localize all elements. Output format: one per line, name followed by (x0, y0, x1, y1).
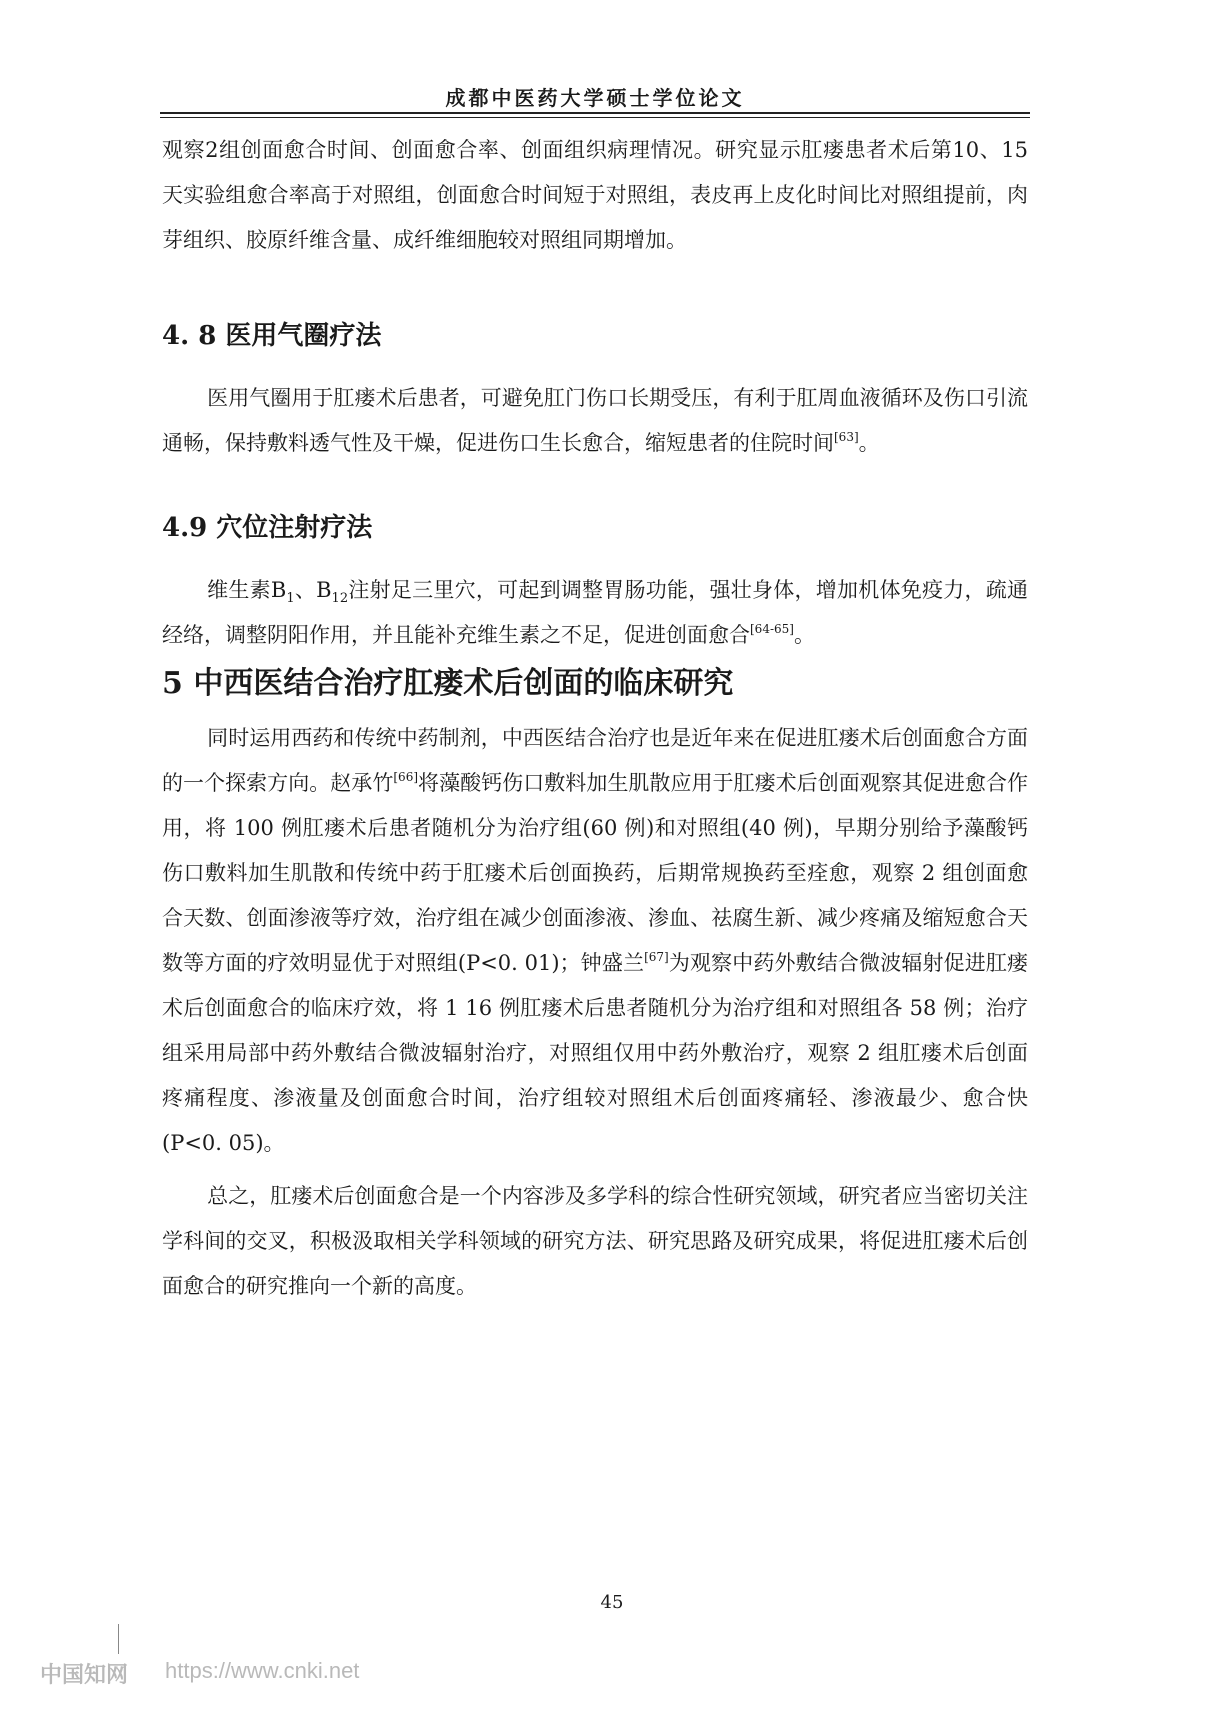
intro-paragraph-block (162, 128, 1028, 263)
section-5 (162, 662, 1028, 1309)
cnki-url: https://www.cnki.net (165, 1658, 360, 1683)
citation-64-65: [64-65] (750, 622, 794, 636)
header-rule (160, 112, 1030, 118)
citation-63: [63] (834, 430, 859, 444)
section-4-9-title: 4.9 穴位注射疗法 (162, 513, 373, 543)
section-4-8-text: 医用气圈用于肛瘘术后患者，可避免肛门伤口长期受压，有利于肛周血液循环及伤口引流通畅，保持敷料透气性及干燥，促进伤口生长愈合，缩短患者的住院时间 (162, 386, 1028, 455)
section-4-9-text-1: 维生素B (207, 578, 287, 602)
page-number: 45 (600, 1592, 624, 1613)
section-5-paragraph-2: 总之，肛瘘术后创面愈合是一个内容涉及多学科的综合性研究领域，研究者应当密切关注学科间的交叉，积极汲取相关学科领域的研究方法、研究思路及研究成果，将促进肛瘘术后创面愈合的研究推向一个新的高度。 (162, 1184, 1028, 1298)
margin-tick (118, 1624, 119, 1654)
section-4-8 (162, 316, 1028, 466)
section-5-text-a: 同时运用西药和传统中药制剂，中西医结合治疗也是近年来在促进肛瘘术后创面愈合方面的一个探索方向。赵承竹 (162, 726, 1028, 795)
section-4-9-text-2: 、B (294, 578, 332, 602)
intro-paragraph: 观察2组创面愈合时间、创面愈合率、创面组织病理情况。研究显示肛瘘患者术后第10、15 天实验组愈合率高于对照组，创面愈合时间短于对照组，表皮再上皮化时间比对照组提前，肉芽组织、胶原纤维含量、成纤维细胞较对照组同期增加。 (162, 138, 1028, 252)
section-4-9 (162, 508, 1028, 658)
subscript-1: 1 (286, 591, 295, 607)
cnki-logo: 中国知网 (40, 1663, 129, 1688)
citation-67: [67] (644, 950, 669, 964)
running-header: 成都中医药大学硕士学位论文 (445, 86, 745, 110)
section-5-text-c: 为观察中药外敷结合微波辐射促进肛瘘术后创面愈合的临床疗效，将 1 16 例肛瘘术后患者随机分为治疗组和对照组各 58 例；治疗组采用局部中药外敷结合微波辐射治疗，对照组仅用中药外敷治疗，观察 2 组肛瘘术后创面疼痛程度、渗液量及创面愈合时间，治疗组较对照组术后创面疼痛轻、渗液最少、愈合快(P<0. 05)。 (162, 951, 1029, 1155)
section-4-9-text-3: 注射足三里穴，可起到调整胃肠功能，强壮身体，增加机体免疫力，疏通经络，调整阴阳作用，并且能补充维生素之不足，促进创面愈合 (162, 578, 1029, 647)
section-5-text-b: 将藻酸钙伤口敷料加生肌散应用于肛瘘术后创面观察其促进愈合作用，将 100 例肛瘘术后患者随机分为治疗组(60 例)和对照组(40 例)，早期分别给予藻酸钙伤口敷料加生肌散和传统中药于肛瘘术后创面换药，后期常规换药至痊愈，观察 2 组创面愈合天数、创面渗液等疗效，治疗组在减少创面渗液、渗血、祛腐生新、减少疼痛及缩短愈合天数等方面的疗效明显优于对照组(P<0. 01)；钟盛兰 (162, 771, 1028, 975)
section-5-title: 5 中西医结合治疗肛瘘术后创面的临床研究 (162, 666, 734, 701)
section-4-8-title: 4. 8 医用气圈疗法 (162, 321, 382, 351)
citation-66: [66] (393, 770, 419, 784)
section-4-8-paragraph (162, 376, 1028, 466)
section-4-9-paragraph (162, 568, 1028, 658)
section-4-9-end: 。 (793, 623, 815, 647)
subscript-12: 12 (331, 591, 349, 607)
section-4-8-end: 。 (858, 431, 880, 455)
section-5-paragraph-1 (162, 716, 1028, 1166)
